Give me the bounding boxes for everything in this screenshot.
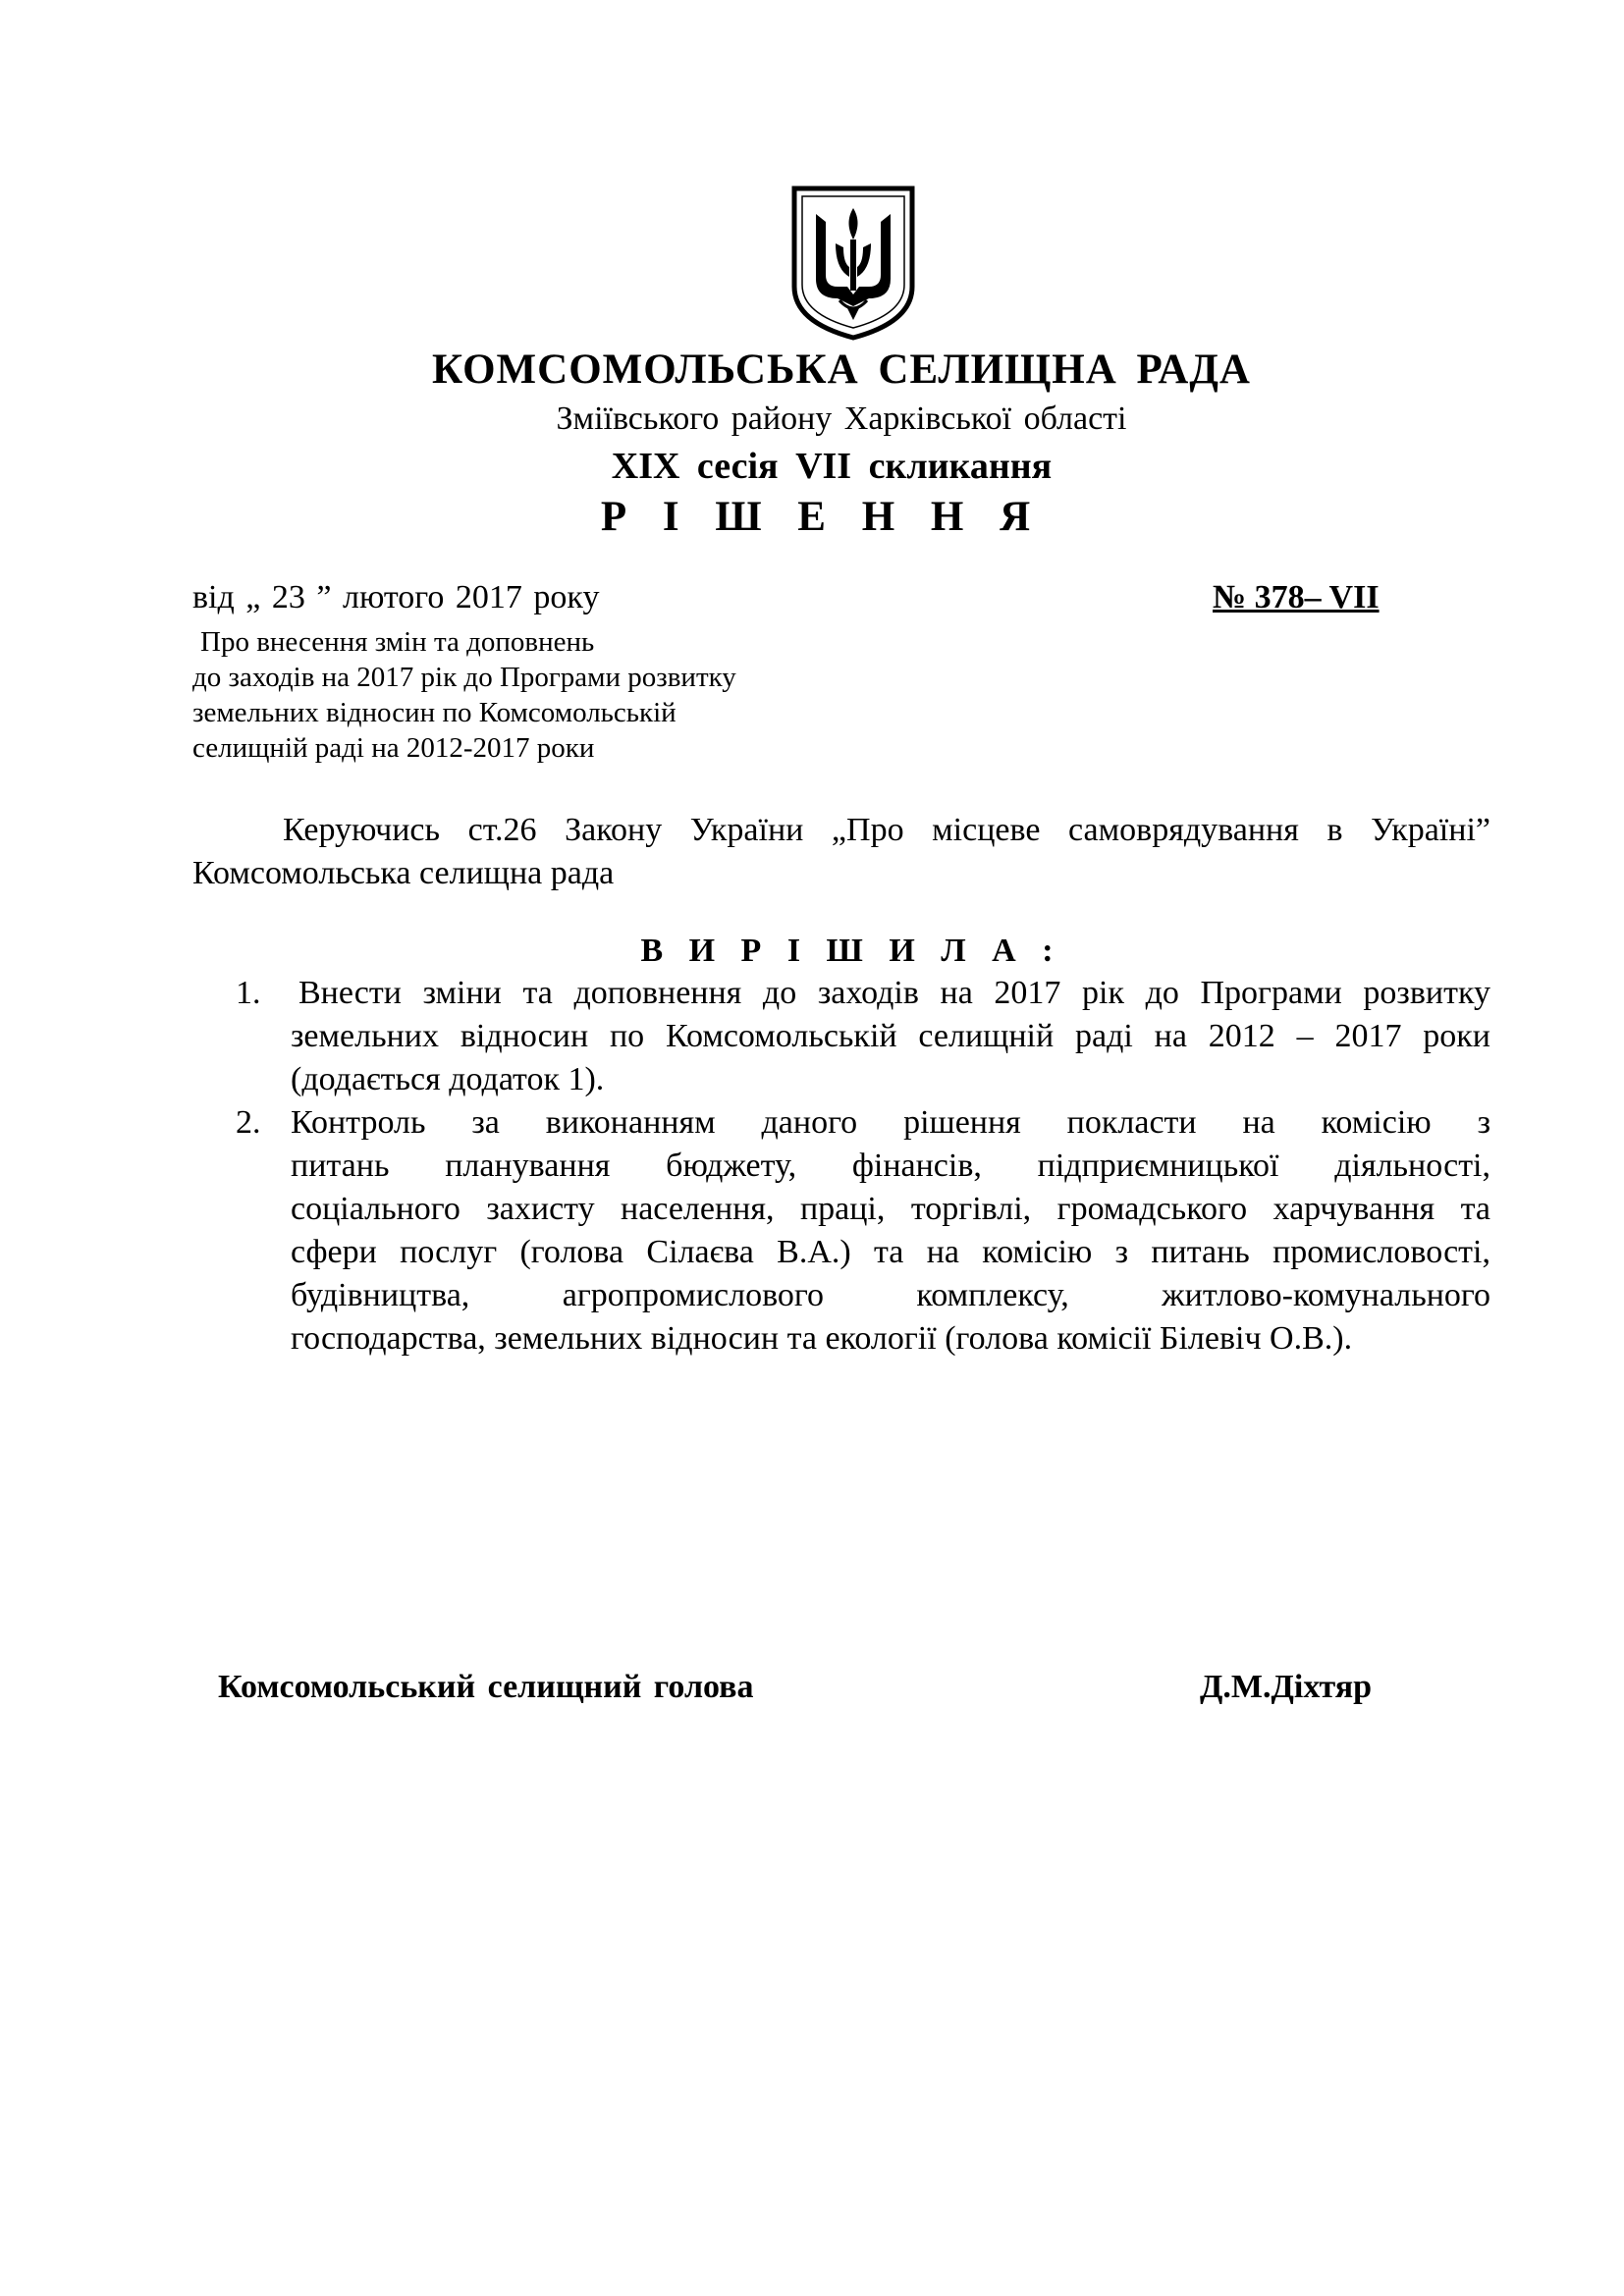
item-line: соціального захисту населення, праці, торгівлі, громадського харчування та (291, 1191, 1490, 1227)
preamble-line: Комсомольська селищна рада (192, 855, 615, 891)
decision-number: № 378– VII (1213, 579, 1380, 615)
preamble-line: Керуючись ст.26 Закону України „Про місцеве самоврядування в Україні” (283, 812, 1490, 848)
item-text (291, 1101, 1490, 1361)
item-line: будівництва, агропромислового комплексу, житлово-комунального (291, 1277, 1490, 1313)
item-line: питань планування бюджету, фінансів, підприємницької діяльності, (291, 1148, 1490, 1184)
subject-line: Про внесення змін та доповнень (200, 626, 595, 658)
decision-date: від „ 23 ” лютого 2017 року (192, 579, 600, 615)
trident-coat-of-arms-icon (790, 185, 916, 342)
decision-subject (192, 624, 736, 766)
document-type-title: Р І Ш Е Н Н Я (600, 494, 1044, 540)
item-line: господарства, земельних відносин та екології (голова комісії Білевіч О.В.). (291, 1320, 1353, 1357)
decision-item (236, 1101, 1490, 1361)
decided-heading: В И Р І Ш И Л А : (640, 933, 1062, 969)
signatory-name: Д.М.Діхтяр (1200, 1669, 1373, 1705)
preamble (192, 809, 1490, 895)
decision-item (236, 972, 1490, 1101)
subject-line: до заходів на 2017 рік до Програми розвитку (192, 662, 736, 693)
item-line: (додається додаток 1). (291, 1061, 605, 1097)
subject-line: селищній раді на 2012-2017 роки (192, 732, 595, 764)
signatory-title: Комсомольський селищний голова (218, 1669, 754, 1705)
item-number: 1. (236, 975, 261, 1011)
item-number: 2. (236, 1104, 261, 1141)
item-text (291, 972, 1490, 1101)
council-name: КОМСОМОЛЬСЬКА СЕЛИЩНА РАДА (432, 347, 1251, 393)
item-line: сфери послуг (голова Сілаєва В.А.) та на комісію з питань промисловості, (291, 1234, 1490, 1270)
item-line: земельних відносин по Комсомольській селищній раді на 2012 – 2017 роки (291, 1018, 1490, 1054)
item-line: Контроль за виконанням даного рішення покласти на комісію з (291, 1104, 1490, 1141)
district-line: Зміївського району Харківської області (556, 400, 1127, 437)
session-line: XIX сесія VII скликання (611, 446, 1053, 487)
item-line: Внести зміни та доповнення до заходів на 2017 рік до Програми розвитку (298, 975, 1490, 1011)
decision-items (236, 972, 1490, 1361)
subject-line: земельних відносин по Комсомольській (192, 697, 677, 728)
